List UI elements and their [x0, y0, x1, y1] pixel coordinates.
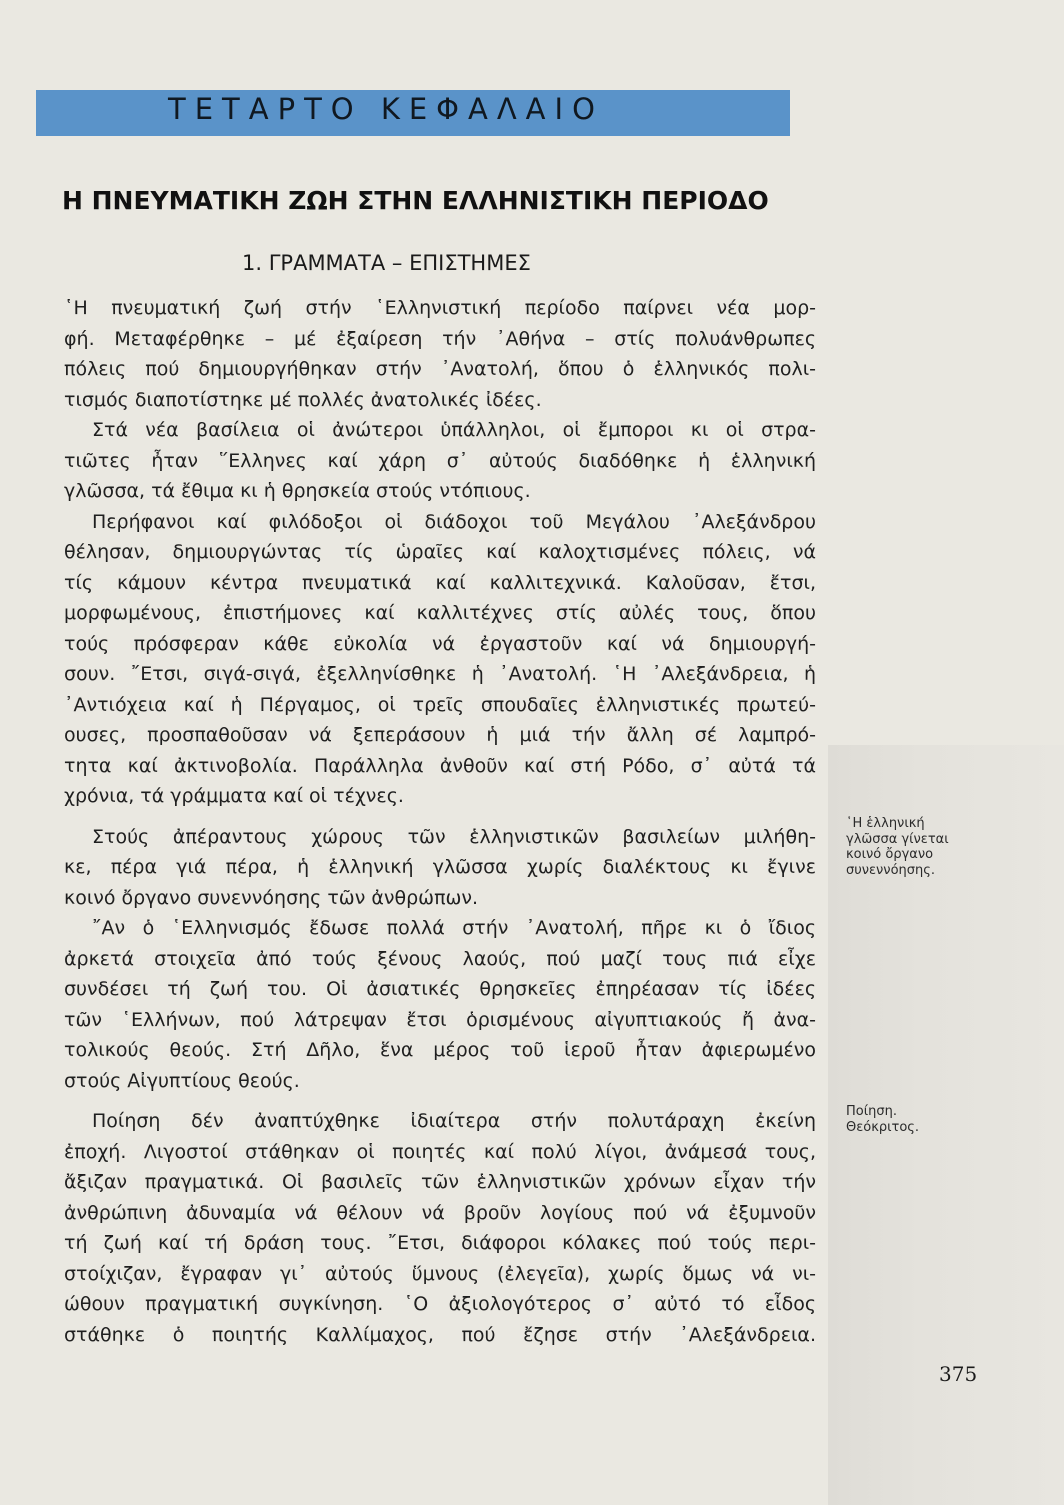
text-line: τούς πρόσφεραν κάθε εὐκολία νά ἐργαστοῦν καί νά δημιουργή-: [64, 632, 816, 655]
text-line: πόλεις πού δημιουργήθηκαν στήν ᾿Ανατολή, ὅπου ὁ ἑλληνικός πολι-: [64, 358, 816, 380]
text-line: ῎Αν ὁ ῾Ελληνισμός ἔδωσε πολλά στήν ᾿Ανατολή, πῆρε κι ὁ ἴδιος: [92, 917, 816, 939]
text-line: τισμός διαποτίστηκε μέ πολλές ἀνατολικές ἰδέες.: [64, 388, 542, 411]
margin-note-line: ῾Η ἑλληνική: [846, 816, 925, 831]
margin-note-language: [846, 816, 949, 878]
text-line: στούς Αἰγυπτίους θεούς.: [64, 1069, 300, 1092]
text-line: Στούς ἀπέραντους χώρους τῶν ἑλληνιστικῶν βασιλείων μιλήθη-: [92, 825, 816, 848]
text-line: φή. Μεταφέρθηκε – μέ ἐξαίρεση τήν ᾿Αθήνα – στίς πολυάνθρωπες: [64, 327, 816, 350]
page-number: 375: [939, 1362, 978, 1386]
margin-note-poetry: [846, 1104, 919, 1135]
text-line: ἄξιζαν πραγματικά. Οἱ βασιλεῖς τῶν ἑλληνιστικῶν χρόνων εἶχαν τήν: [64, 1171, 816, 1193]
text-line: μορφωμένους, ἐπιστήμονες καί καλλιτέχνες στίς αὐλές τους, ὅπου: [64, 602, 816, 624]
paragraph-gap: [64, 1096, 816, 1106]
text-line: τή ζωή καί τή δράση τους. ῎Ετσι, διάφοροι κόλακες πού τούς περι-: [64, 1232, 816, 1254]
text-line: ουσες, προσπαθοῦσαν νά ξεπεράσουν ἡ μιά τήν ἄλλη σέ λαμπρό-: [64, 724, 816, 746]
text-line: θέλησαν, δημιουργώντας τίς ὡραῖες καί καλοχτισμένες πόλεις, νά: [64, 541, 816, 563]
text-line: τητα καί ἀκτινοβολία. Παράλληλα ἀνθοῦν καί στή Ρόδο, σ᾿ αὐτά τά: [64, 754, 816, 777]
text-line: ᾿Αντιόχεια καί ἡ Πέργαμος, οἱ τρεῖς σπουδαῖες ἑλληνιστικές πρωτεύ-: [64, 693, 816, 716]
section-title: 1. ΓΡΑΜΜΑΤΑ – ΕΠΙΣΤΗΜΕΣ: [242, 251, 531, 275]
margin-note-line: γλῶσσα γίνεται: [846, 831, 949, 847]
paragraph-gap: [64, 812, 816, 822]
text-line: ῾Η πνευματική ζωή στήν ῾Ελληνιστική περίοδο παίρνει νέα μορ-: [64, 297, 816, 319]
margin-note-line: Ποίηση.: [846, 1104, 897, 1119]
text-line: Περήφανοι καί φιλόδοξοι οἱ διάδοχοι τοῦ Μεγάλου ᾿Αλεξάνδρου: [92, 510, 816, 533]
text-line: ἐποχή. Λιγοστοί στάθηκαν οἱ ποιητές καί πολύ λίγοι, ἀνάμεσά τους,: [64, 1140, 816, 1163]
text-line: συνδέσει τή ζωή του. Οἱ ἀσιατικές θρησκεῖες ἐπηρέασαν τίς ἰδέες: [64, 978, 816, 1000]
text-line: Ποίηση δέν ἀναπτύχθηκε ἰδιαίτερα στήν πολυτάραχη ἐκείνη: [92, 1110, 816, 1132]
margin-note-line: Θεόκριτος.: [846, 1119, 920, 1135]
body-text: [64, 293, 816, 1350]
text-line: τολικούς θεούς. Στή Δῆλο, ἕνα μέρος τοῦ ἱεροῦ ἦταν ἀφιερωμένο: [64, 1039, 816, 1061]
chapter-banner-text: ΤΕΤΑΡΤΟ ΚΕΦΑΛΑΙΟ: [168, 92, 604, 126]
text-line: Στά νέα βασίλεια οἱ ἀνώτεροι ὑπάλληλοι, οἱ ἔμποροι κι οἱ στρα-: [92, 419, 816, 441]
text-line: τῶν ῾Ελλήνων, πού λάτρεψαν ἔτσι ὁρισμένους αἰγυπτιακούς ἤ ἀνα-: [64, 1008, 816, 1031]
text-line: ἀνθρώπινη ἀδυναμία νά θέλουν νά βροῦν λογίους πού νά ἐξυμνοῦν: [64, 1201, 816, 1224]
text-line: χρόνια, τά γράμματα καί οἱ τέχνες.: [64, 785, 404, 807]
margin-note-line: συνεννόησης.: [846, 862, 936, 878]
chapter-title: Η ΠΝΕΥΜΑΤΙΚΗ ΖΩΗ ΣΤΗΝ ΕΛΛΗΝΙΣΤΙΚΗ ΠΕΡΙΟΔΟ: [62, 186, 769, 215]
margin-note-line: κοινό ὄργανο: [846, 847, 934, 862]
text-line: κοινό ὄργανο συνεννόησης τῶν ἀνθρώπων.: [64, 886, 479, 909]
text-line: τιῶτες ἦταν ῞Ελληνες καί χάρη σ᾿ αὐτούς διαδόθηκε ἡ ἑλληνική: [64, 449, 816, 472]
text-line: στάθηκε ὁ ποιητής Καλλίμαχος, πού ἔζησε στήν ᾿Αλεξάνδρεια.: [64, 1323, 816, 1346]
text-line: σουν. ῎Ετσι, σιγά-σιγά, ἐξελληνίσθηκε ἡ ᾿Ανατολή. ῾Η ᾿Αλεξάνδρεια, ἡ: [64, 663, 816, 685]
text-line: ἀρκετά στοιχεῖα ἀπό τούς ξένους λαούς, πού μαζί τους πιά εἶχε: [64, 947, 816, 970]
text-line: γλῶσσα, τά ἔθιμα κι ἡ θρησκεία στούς ντόπιους.: [64, 480, 531, 502]
text-line: τίς κάμουν κέντρα πνευματικά καί καλλιτεχνικά. Καλοῦσαν, ἔτσι,: [64, 571, 816, 594]
text-line: κε, πέρα γιά πέρα, ἡ ἑλληνική γλῶσσα χωρίς διαλέκτους κι ἔγινε: [64, 856, 816, 878]
text-line: ώθουν πραγματική συγκίνηση. ῾Ο ἀξιολογότερος σ᾿ αὐτό τό εἶδος: [64, 1293, 816, 1315]
text-line: στοίχιζαν, ἔγραφαν γι᾿ αὐτούς ὕμνους (ἐλεγεῖα), χωρίς ὅμως νά νι-: [64, 1262, 816, 1285]
